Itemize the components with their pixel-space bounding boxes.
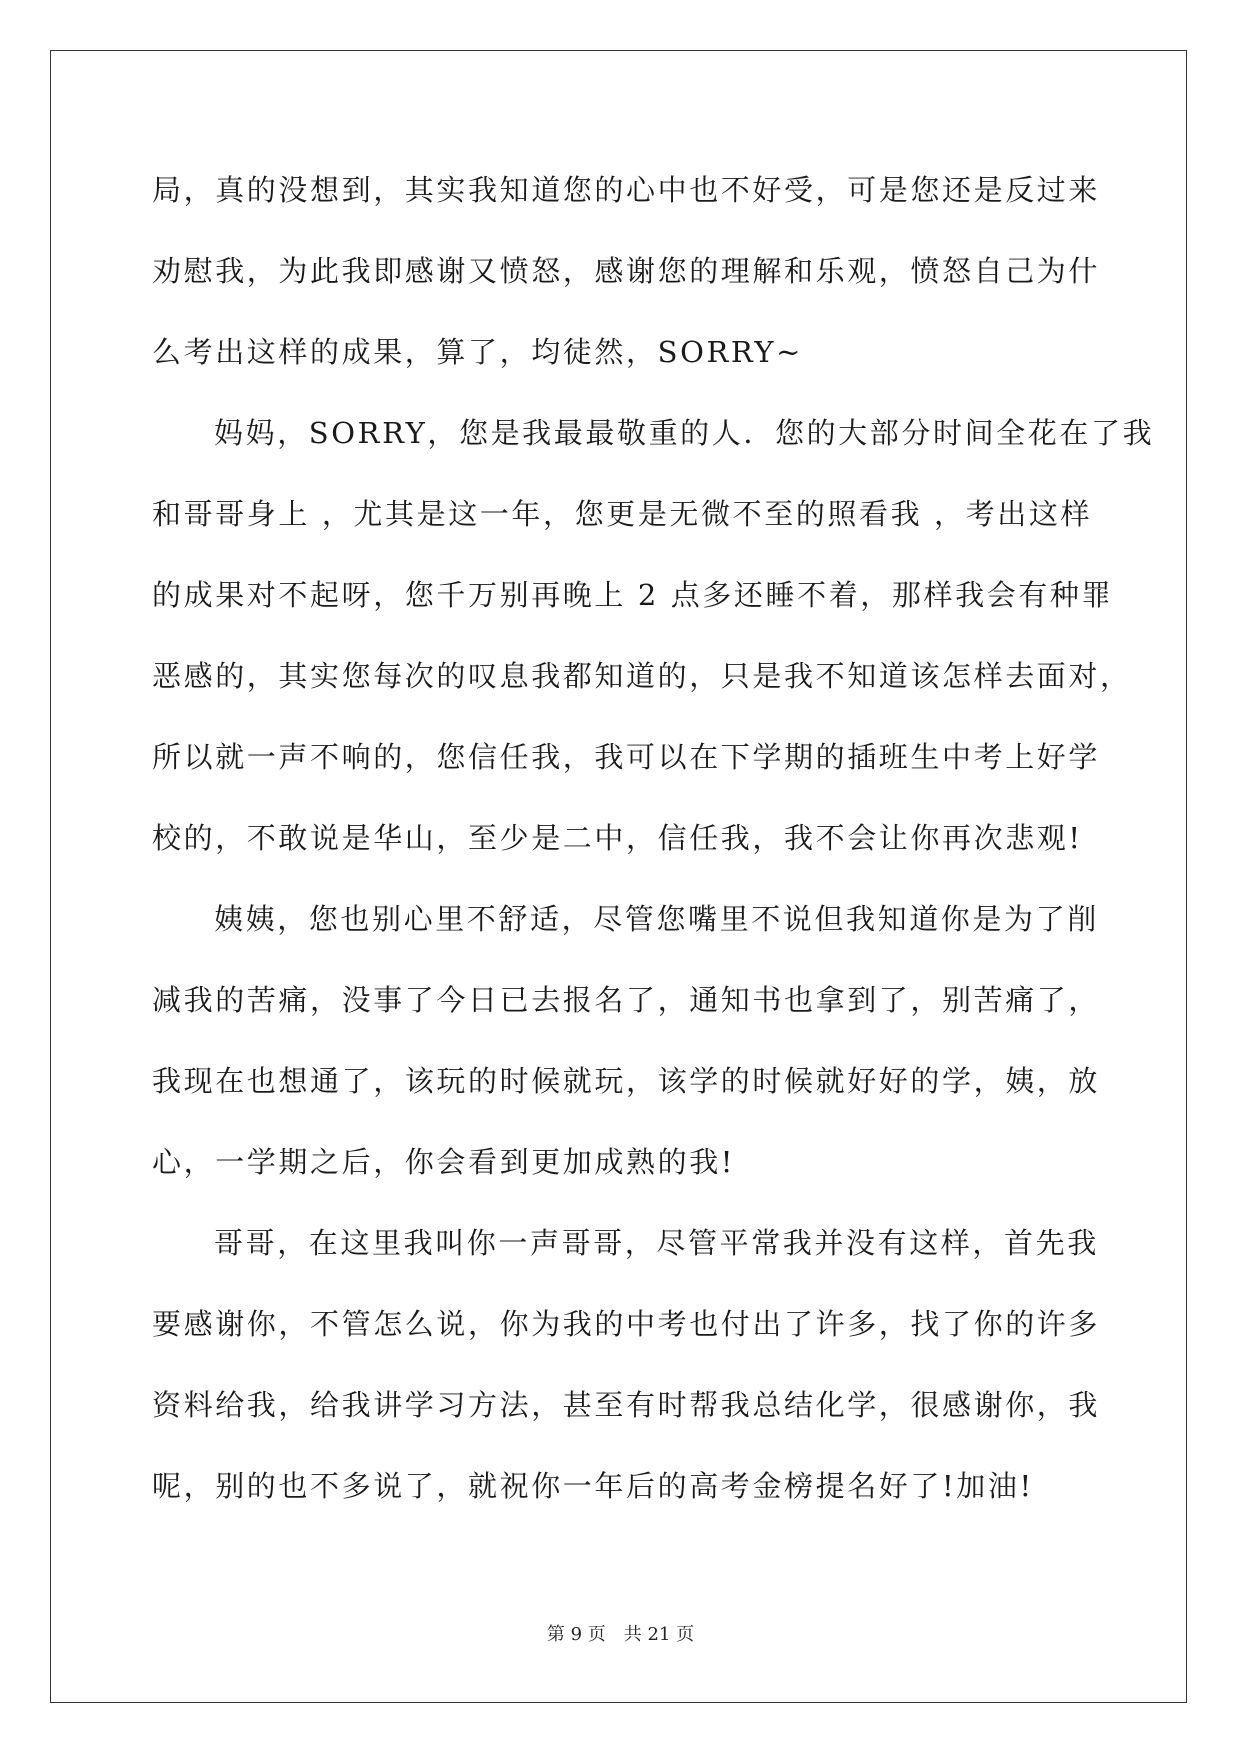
text-line-16: 资料给我，给我讲学习方法，甚至有时帮我总结化学，很感谢你，我 [152,1388,1101,1422]
page-number-footer: 第 9 页 共 21 页 [546,1624,695,1645]
text-line-6: 的成果对不起呀，您千万别再晚上 2 点多还睡不着，那样我会有种罪 [152,578,1114,612]
text-line-10: 姨姨，您也别心里不舒适，尽管您嘴里不说但我知道你是为了削 [214,902,1099,936]
text-line-7: 恶感的，其实您每次的叹息我都知道的，只是我不知道该怎样去面对， [152,659,1132,693]
text-line-13: 心，一学期之后，你会看到更加成熟的我! [152,1145,736,1179]
text-line-14: 哥哥，在这里我叫你一声哥哥，尽管平常我并没有这样，首先我 [214,1226,1099,1260]
text-line-5: 和哥哥身上 ，尤其是这一年，您更是无微不至的照看我 ，考出这样 [152,497,1093,531]
text-line-11: 减我的苦痛，没事了今日已去报名了，通知书也拿到了，别苦痛了， [152,983,1101,1017]
document-body [152,160,1155,1537]
text-line-12: 我现在也想通了，该玩的时候就玩，该学的时候就好好的学，姨，放 [152,1064,1101,1098]
text-line-3: 么考出这样的成果，算了，均徒然，SORRY~ [152,335,804,369]
text-line-1: 局，真的没想到，其实我知道您的心中也不好受，可是您还是反过来 [152,173,1101,207]
text-line-4: 妈妈，SORRY，您是我最最敬重的人．您的大部分时间全花在了我 [214,416,1155,450]
text-line-15: 要感谢你，不管怎么说，你为我的中考也付出了许多，找了你的许多 [152,1307,1101,1341]
text-line-2: 劝慰我，为此我即感谢又愤怒，感谢您的理解和乐观，愤怒自己为什 [152,254,1101,288]
text-line-9: 校的，不敢说是华山，至少是二中，信任我，我不会让你再次悲观! [152,821,1083,855]
text-line-8: 所以就一声不响的，您信任我，我可以在下学期的插班生中考上好学 [152,740,1101,774]
text-line-17: 呢，别的也不多说了，就祝你一年后的高考金榜提名好了!加油! [152,1469,1034,1503]
